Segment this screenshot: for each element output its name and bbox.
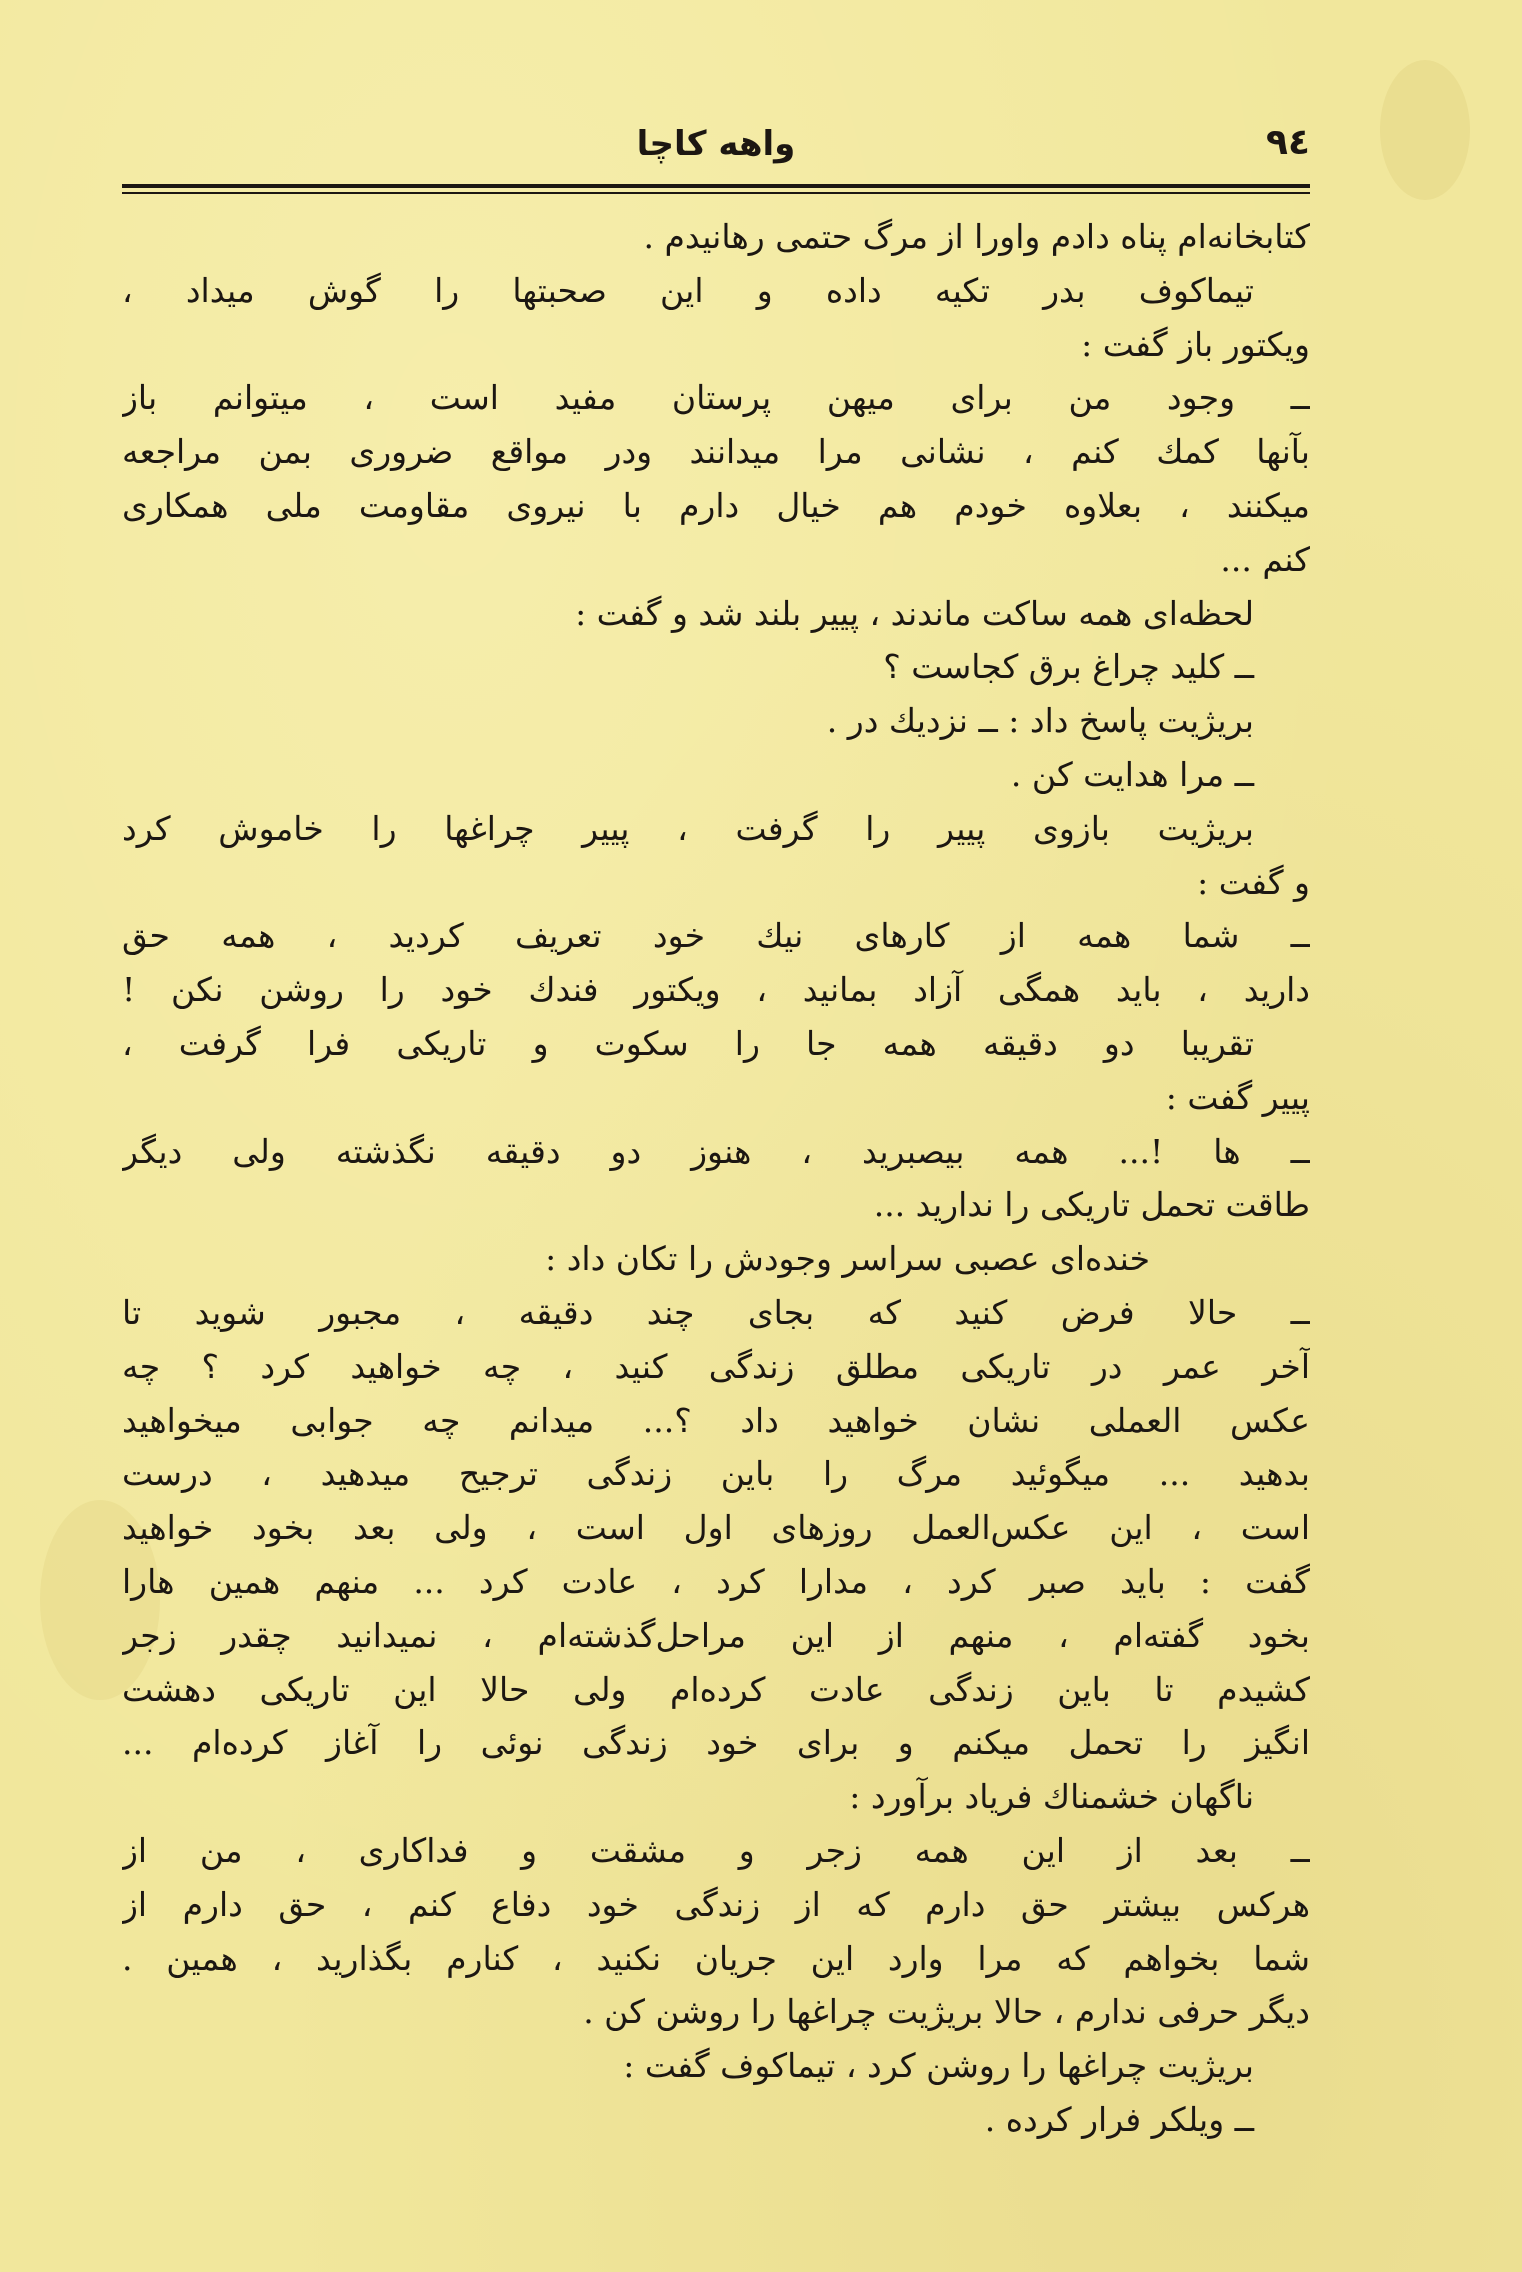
text-line: و گفت : xyxy=(1197,862,1310,902)
text-line: آخر عمر در تاریکی مطلق زندگی کنید ، چه خواهید کرد ؟ چه xyxy=(122,1346,1310,1386)
text-line: ــ وجود من برای میهن پرستان مفید است ، میتوانم باز xyxy=(122,378,1310,418)
text-line: شما بخواهم که مرا وارد این جریان نکنید ، کنارم بگذارید ، همین . xyxy=(122,1938,1310,1978)
page-header xyxy=(122,118,1310,178)
text-line: است ، این عکس‌العمل روزهای اول است ، ولی بعد بخود خواهید xyxy=(122,1508,1310,1548)
text-line: انگیز را تحمل میکنم و برای خود زندگی نوئی را آغاز کرده‌ام ... xyxy=(122,1723,1310,1763)
header-rule-thick xyxy=(122,184,1310,188)
text-line: بریژیت بازوی پییر را گرفت ، پییر چراغها را خاموش کرد xyxy=(122,808,1254,848)
text-line: ــ ها !... همه بیصبرید ، هنوز دو دقیقه نگذشته ولی دیگر xyxy=(122,1131,1310,1171)
text-line: تقریبا دو دقیقه همه جا را سکوت و تاریکی فرا گرفت ، xyxy=(122,1023,1254,1063)
text-line: ــ مرا هدایت کن . xyxy=(1010,754,1254,794)
text-line: تیماکوف بدر تکیه داده و این صحبتها را گوش میداد ، xyxy=(122,270,1254,310)
text-line: بریژیت چراغها را روشن کرد ، تیماکوف گفت : xyxy=(623,2046,1254,2086)
text-line: ــ حالا فرض کنید که بجای چند دقیقه ، مجبور شوید تا xyxy=(122,1292,1310,1332)
header-rule-thin xyxy=(122,192,1310,194)
text-line: پییر گفت : xyxy=(1165,1077,1310,1117)
running-title: واهه کاچا xyxy=(636,124,796,164)
paper-stain xyxy=(1380,60,1470,200)
text-line: میکنند ، بعلاوه خودم هم خیال دارم با نیروی مقاومت ملی همکاری xyxy=(122,485,1310,525)
text-line: هرکس بیشتر حق دارم که از زندگی خود دفاع کنم ، حق دارم از xyxy=(122,1884,1310,1924)
text-line: گفت : باید صبر کرد ، مدارا کرد ، عادت کرد ... منهم همین هارا xyxy=(122,1561,1310,1601)
text-line: ــ بعد از این همه زجر و مشقت و فداکاری ، من از xyxy=(122,1830,1310,1870)
text-line: ــ شما همه از کارهای نیك خود تعریف کردید ، همه حق xyxy=(122,916,1310,956)
text-line: بخود گفته‌ام ، منهم از این مراحل‌گذشته‌ام ، نمیدانید چقدر زجر xyxy=(122,1615,1310,1655)
text-line: دیگر حرفی ندارم ، حالا بریژیت چراغها را روشن کن . xyxy=(583,1992,1310,2032)
text-line: ــ کلید چراغ برق کجاست ؟ xyxy=(883,647,1254,687)
page-number: ٩٤ xyxy=(1266,122,1310,163)
text-line: بدهید ... میگوئید مرگ را باین زندگی ترجیح میدهید ، درست xyxy=(122,1454,1310,1494)
text-line: ناگهان خشمناك فریاد برآورد : xyxy=(849,1777,1254,1817)
text-line: طاقت تحمل تاریکی را ندارید ... xyxy=(873,1185,1310,1225)
body-text xyxy=(122,210,1310,2147)
text-line: کتابخانه‌ام پناه دادم واورا از مرگ حتمی رهانیدم . xyxy=(643,217,1310,256)
text-line: دارید ، باید همگی آزاد بمانید ، ویکتور فندك خود را روشن نکن ! xyxy=(122,970,1310,1010)
text-line: بریژیت پاسخ داد : ــ نزدیك در . xyxy=(826,701,1254,741)
text-line: خنده‌ای عصبی سراسر وجودش را تکان داد : xyxy=(545,1239,1150,1279)
text-line: بآنها کمك کنم ، نشانی مرا میدانند ودر مواقع ضروری بمن مراجعه xyxy=(122,432,1310,472)
text-line: لحظه‌ای همه ساکت ماندند ، پییر بلند شد و گفت : xyxy=(575,593,1254,633)
text-line: عکس العملی نشان خواهید داد ؟... میدانم چه جوابی میخواهید xyxy=(122,1400,1310,1440)
text-line: کشیدم تا باین زندگی عادت کرده‌ام ولی حالا این تاریکی دهشت xyxy=(122,1669,1310,1709)
text-line: کنم ... xyxy=(1220,539,1310,579)
text-line: ویکتور باز گفت : xyxy=(1081,324,1310,364)
text-line: ــ ویلکر فرار کرده . xyxy=(984,2099,1254,2139)
